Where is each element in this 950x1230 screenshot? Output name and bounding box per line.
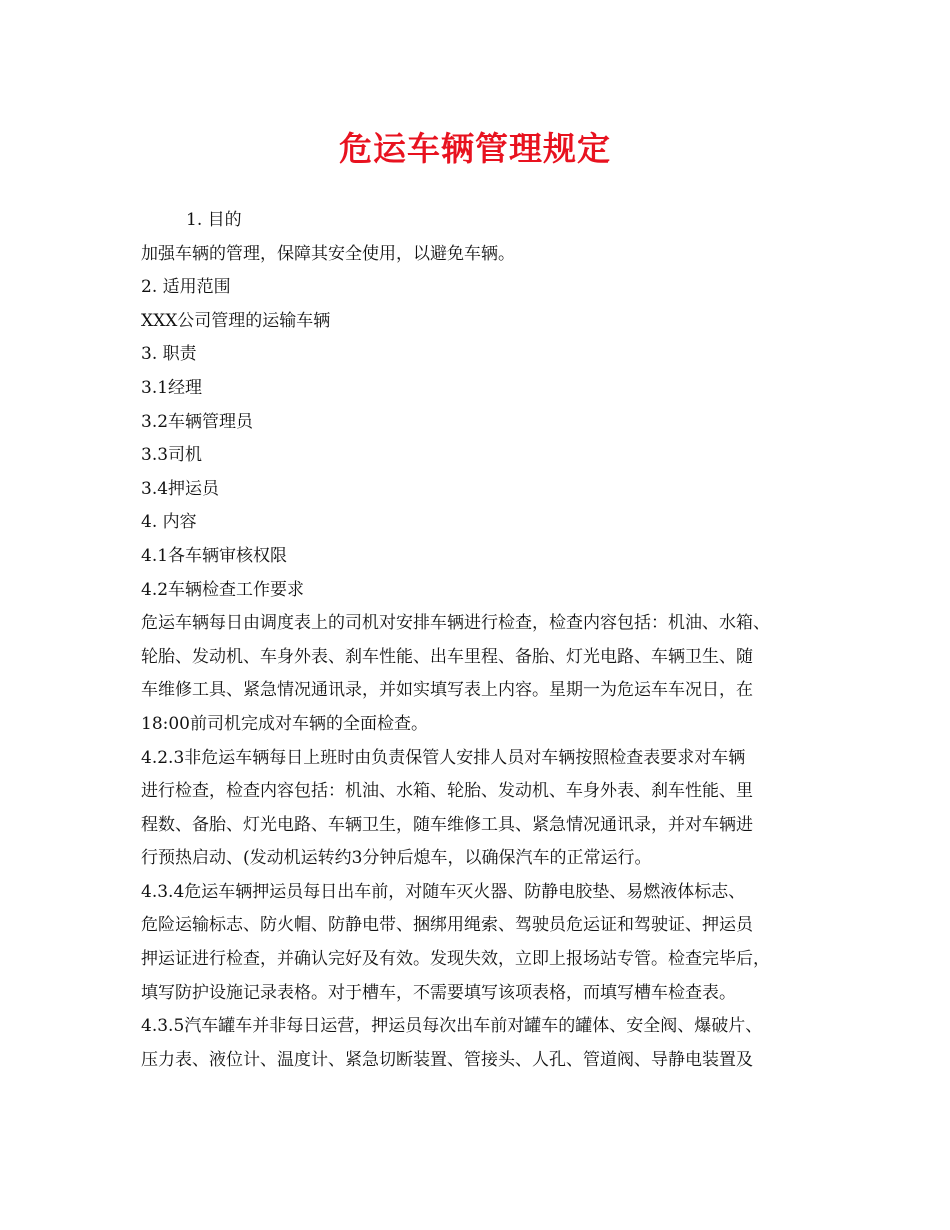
paragraph-line: 填写防护设施记录表格。对于槽车，不需要填写该项表格，而填写槽车检查表。 bbox=[141, 982, 736, 1003]
paragraph-line: 4.3.4危运车辆押运员每日出车前，对随车灭火器、防静电胶垫、易燃液体标志、 bbox=[141, 881, 746, 902]
paragraph-line: 轮胎、发动机、车身外表、刹车性能、出车里程、备胎、灯光电路、车辆卫生、随 bbox=[141, 646, 753, 667]
document-title: 危运车辆管理规定 bbox=[339, 129, 611, 168]
paragraph-line: 程数、备胎、灯光电路、车辆卫生，随车维修工具、紧急情况通讯录，并对车辆进 bbox=[141, 814, 753, 835]
subheading-approval: 4.1各车辆审核权限 bbox=[141, 545, 288, 566]
paragraph-line: 进行检查，检查内容包括：机油、水箱、轮胎、发动机、车身外表、刹车性能、里 bbox=[141, 781, 753, 802]
paragraph-line: XXX公司管理的运输车辆 bbox=[141, 310, 331, 331]
paragraph-line: 危险运输标志、防火帽、防静电带、捆绑用绳索、驾驶员危运证和驾驶证、押运员 bbox=[141, 915, 753, 936]
heading-responsibilities: 3. 职责 bbox=[141, 344, 197, 365]
subheading-escort: 3.4押运员 bbox=[141, 478, 220, 499]
paragraph-line: 18:00前司机完成对车辆的全面检查。 bbox=[141, 713, 428, 734]
heading-scope: 2. 适用范围 bbox=[141, 277, 231, 298]
paragraph-line: 压力表、液位计、温度计、紧急切断装置、管接头、人孔、管道阀、导静电装置及 bbox=[141, 1049, 753, 1070]
subheading-inspection: 4.2车辆检查工作要求 bbox=[141, 579, 305, 600]
subheading-driver: 3.3司机 bbox=[141, 445, 203, 466]
paragraph-line: 车维修工具、紧急情况通讯录，并如实填写表上内容。星期一为危运车车况日，在 bbox=[141, 680, 753, 701]
subheading-manager: 3.1经理 bbox=[141, 377, 203, 398]
paragraph-line: 危运车辆每日由调度表上的司机对安排车辆进行检查，检查内容包括：机油、水箱、 bbox=[141, 613, 770, 634]
paragraph-line: 4.2.3非危运车辆每日上班时由负责保管人安排人员对车辆按照检查表要求对车辆 bbox=[141, 747, 746, 768]
document-body bbox=[141, 204, 831, 1077]
subheading-vehicle-admin: 3.2车辆管理员 bbox=[141, 411, 254, 432]
paragraph-line: 加强车辆的管理，保障其安全使用，以避免车辆。 bbox=[141, 243, 515, 264]
paragraph-line: 押运证进行检查，并确认完好及有效。发现失效，立即上报场站专管。检查完毕后， bbox=[141, 949, 770, 970]
heading-content: 4. 内容 bbox=[141, 512, 197, 533]
heading-purpose: 1. 目的 bbox=[186, 210, 242, 230]
paragraph-line: 行预热启动、(发动机运转约3分钟后熄车，以确保汽车的正常运行。 bbox=[141, 848, 652, 869]
paragraph-line: 4.3.5汽车罐车并非每日运营，押运员每次出车前对罐车的罐体、安全阀、爆破片、 bbox=[141, 1016, 763, 1037]
